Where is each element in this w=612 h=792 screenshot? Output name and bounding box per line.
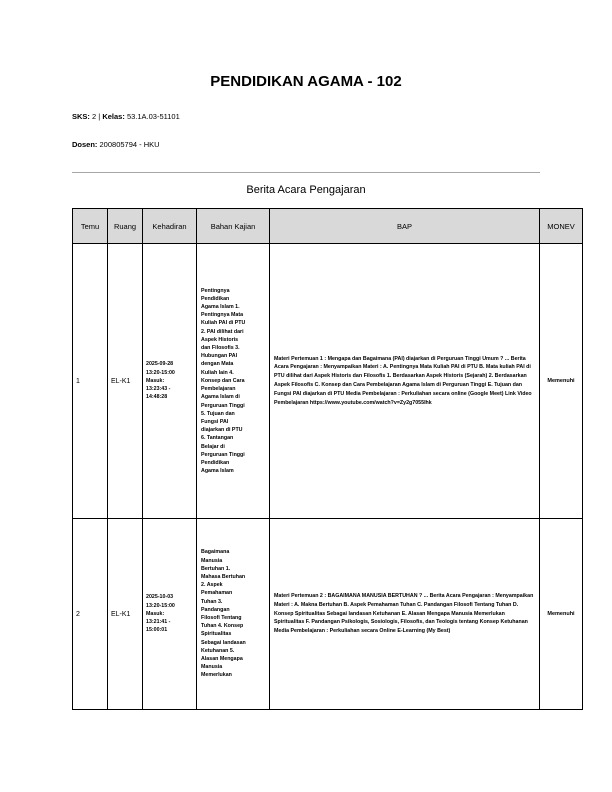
bahan-line: diajarkan di PTU	[201, 427, 243, 434]
cell-monev: Memenuhi	[540, 244, 583, 519]
bahan-line: Memerlukan	[201, 672, 232, 679]
table-row	[73, 519, 583, 710]
bahan-line: 2. Aspek	[201, 582, 223, 589]
bahan-line: Agama Islam 1.	[201, 304, 240, 311]
kehadiran-line: 13:23:43 -	[146, 386, 171, 393]
meta-separator: |	[98, 112, 101, 121]
bahan-line: Pendidikan	[201, 459, 230, 466]
kelas-label: Kelas:	[102, 112, 125, 121]
bahan-line: Agama Islam	[201, 468, 234, 475]
cell-temu: 1	[73, 244, 108, 519]
cell-bap: Materi Pertemuan 1 : Mengapa dan Bagaimana (PAI) diajarkan di Perguruan Tinggi Umum ? ... Berita Acara Pengajaran : Menyampaikan Materi : A. Pentingnya Mata Kuliah PAI di PTU B. Mata kuliah PAI di PTU dilihat dari Aspek Historis dan Filosofis 1. Berdasarkan Aspek Historis (Sejarah) 2. Berdasarkan Aspek Filosofis C. Konsep dan Cara Pembelajaran Agama Islam di Perguruan Tinggi E. Tujuan dan Fungsi PAI diajarkan di PTU Media Pembelajaran : Perkuliahan secara online (Google Meet) Link Video Pembelajaran https://www.youtube.com/watch?v=Zy2g7055Ihk	[270, 244, 540, 519]
bahan-line: Agama Islam di	[201, 394, 240, 401]
table-header-row	[73, 209, 583, 244]
kehadiran-line: 2025-09-28	[146, 361, 174, 368]
bahan-line: Bagaimana	[201, 549, 230, 556]
bahan-line: Manusia	[201, 664, 223, 671]
kehadiran-line: 13:20-15:00	[146, 369, 175, 376]
kehadiran-line: Masuk:	[146, 610, 165, 617]
sks-value: 2	[92, 112, 97, 121]
table-row	[73, 244, 583, 519]
page-title: PENDIDIKAN AGAMA - 102	[210, 73, 402, 90]
bahan-line: Belajar di	[201, 443, 225, 450]
bahan-line: Pandangan	[201, 606, 230, 613]
bahan-line: Fungsi PAI	[201, 418, 229, 425]
bahan-line: Hubungan PAI	[201, 353, 238, 360]
bahan-line: Pendidikan	[201, 295, 230, 302]
kehadiran-line: 13:21:41 -	[146, 619, 171, 626]
cell-temu: 2	[73, 519, 108, 710]
bahan-line: Ketuhanan 5.	[201, 647, 235, 654]
cell-bap: Materi Pertemuan 2 : BAGAIMANA MANUSIA BERTUHAN ? ... Berita Acara Pengajaran : Menyampaikan Materi : A. Makna Bertuhan B. Aspek Pemahaman Tuhan C. Pandangan Filosofi Tentang Tuhan D. Konsep Spiritualitas Sebagai landasan Ketuhanan E. Alasan Mengapa Manusia Memerlukan Spiritualitas F. Pandangan Psikologis, Sosiologis, Filosofis, dan Teologis tentang Konsep Ketuhanan Media Pembelajaran : Perkuliahan secara Online E-Learning (My Best)	[270, 519, 540, 710]
header-kehadiran: Kehadiran	[143, 209, 197, 244]
bahan-line: Tuhan 4. Konsep	[201, 623, 244, 630]
cell-bahan-kajian	[197, 244, 270, 519]
bahan-line: Tuhan 3.	[201, 598, 223, 605]
bahan-line: Pembelajaran	[201, 386, 236, 393]
sks-label: SKS:	[72, 112, 90, 121]
cell-kehadiran	[143, 519, 197, 710]
course-meta-line	[72, 112, 180, 121]
bahan-line: dan Filosofis 3.	[201, 345, 240, 352]
dosen-label: Dosen:	[72, 140, 98, 149]
kehadiran-line: Masuk:	[146, 377, 165, 384]
section-title: Berita Acara Pengajaran	[246, 184, 366, 196]
bahan-line: Pentingnya	[201, 287, 230, 294]
header-bahan-kajian: Bahan Kajian	[197, 209, 270, 244]
cell-ruang: EL-K1	[108, 244, 143, 519]
cell-kehadiran	[143, 244, 197, 519]
bahan-line: Filosofi Tentang	[201, 615, 242, 621]
kelas-value: 53.1A.03-51101	[126, 112, 180, 121]
header-ruang: Ruang	[108, 209, 143, 244]
bahan-line: Mahasa Bertuhan	[201, 573, 246, 580]
bahan-line: Sebagai landasan	[201, 639, 246, 646]
cell-ruang: EL-K1	[108, 519, 143, 710]
kehadiran-line: 14:48:28	[146, 394, 168, 401]
kehadiran-line: 2025-10-03	[146, 594, 174, 601]
bahan-line: Kuliah lain 4.	[201, 369, 234, 376]
header-bap: BAP	[270, 209, 540, 244]
kehadiran-line: 15:00:01	[146, 627, 168, 634]
bahan-line: Perguruan Tinggi	[201, 402, 245, 409]
bahan-line: Aspek Historis	[201, 336, 239, 343]
bahan-line: 6. Tantangan	[201, 435, 234, 442]
dosen-value: 200805794 - HKU	[99, 140, 160, 149]
bahan-line: dengan Mata	[201, 361, 234, 368]
kehadiran-line: 13:20-15:00	[146, 602, 175, 609]
bahan-line: Alasan Mengapa	[201, 656, 243, 663]
bahan-line: Spiritualitas	[201, 631, 232, 638]
bap-table	[72, 208, 583, 710]
lecturer-meta-line	[72, 140, 160, 149]
bahan-line: Pemahaman	[201, 590, 233, 597]
bahan-line: Perguruan Tinggi	[201, 451, 245, 458]
bahan-line: Manusia	[201, 557, 223, 564]
cell-monev: Memenuhi	[540, 519, 583, 710]
cell-bahan-kajian	[197, 519, 270, 710]
header-monev: MONEV	[540, 209, 583, 244]
header-temu: Temu	[73, 209, 108, 244]
bahan-line: 5. Tujuan dan	[201, 410, 235, 417]
bahan-line: Kuliah PAI di PTU	[201, 320, 246, 327]
bahan-line: Pentingnya Mata	[201, 312, 244, 319]
bahan-line: Bertuhan 1.	[201, 565, 231, 572]
section-divider	[72, 172, 540, 173]
bahan-line: 2. PAI dilihat dari	[201, 328, 244, 335]
bahan-line: Konsep dan Cara	[201, 377, 245, 384]
